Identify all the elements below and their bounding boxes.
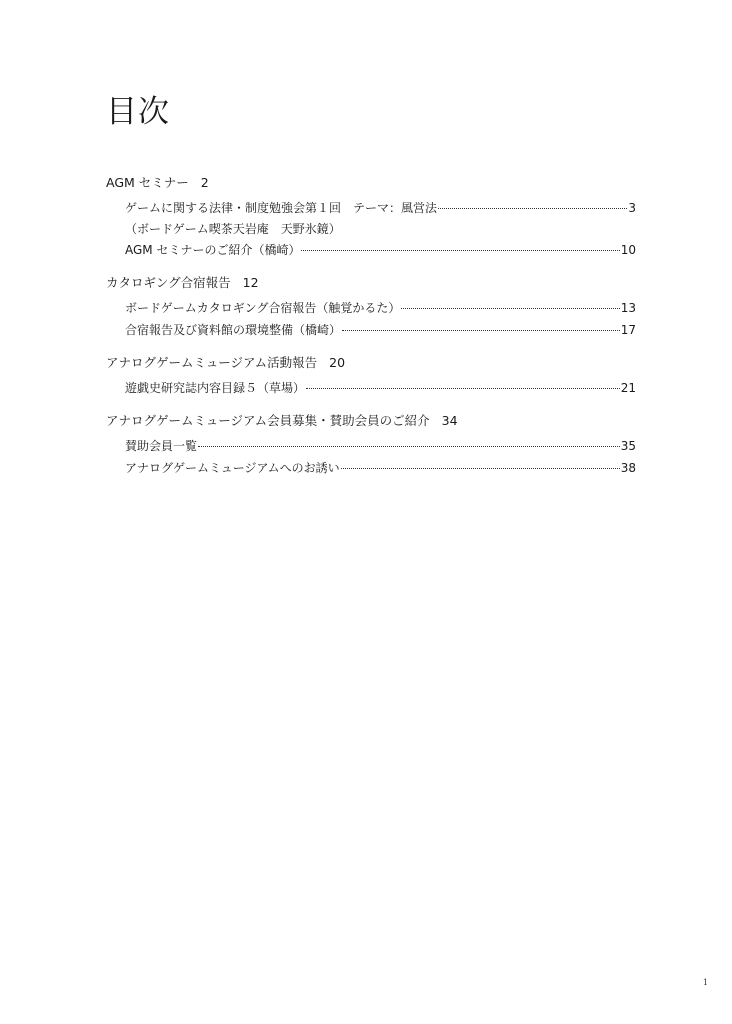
- entry-page-number: 13: [620, 301, 636, 315]
- toc-entry[interactable]: [106, 435, 636, 457]
- toc-section-cataloging-camp: [106, 274, 636, 341]
- section-entries: [106, 297, 636, 341]
- dot-leader: [401, 308, 619, 309]
- section-page-number: 12: [242, 275, 259, 290]
- entry-author-line: （ボードゲーム喫茶天岩庵 天野氷鏡）: [125, 222, 341, 236]
- dot-leader: [438, 208, 627, 209]
- entry-title: アナログゲームミュージアムへのお誘い: [125, 461, 340, 475]
- section-title: AGM セミナー: [106, 175, 189, 190]
- toc-entry[interactable]: [106, 197, 636, 219]
- entry-title: 遊戯史研究誌内容目録５（草場）: [125, 381, 306, 395]
- toc-entry[interactable]: [106, 319, 636, 341]
- section-title: アナログゲームミュージアム活動報告: [106, 355, 318, 370]
- entry-page-number: 21: [620, 381, 636, 395]
- dot-leader: [341, 468, 620, 469]
- entry-page-number: 3: [628, 201, 636, 215]
- table-of-contents: [106, 174, 636, 492]
- entry-title: ボードゲームカタロギング合宿報告（触覚かるた）: [125, 301, 401, 315]
- toc-section-membership: [106, 412, 636, 479]
- entry-title: AGM セミナーのご紹介（橋崎）: [125, 243, 301, 257]
- page-number-footer: 1: [702, 978, 708, 987]
- toc-entry[interactable]: [106, 457, 636, 479]
- section-heading[interactable]: [106, 412, 636, 429]
- entry-title: ゲームに関する法律・制度勉強会第１回 テーマ：風営法: [125, 201, 438, 215]
- dot-leader: [198, 446, 620, 447]
- section-entries: [106, 377, 636, 399]
- section-page-number: 2: [200, 175, 209, 190]
- entry-page-number: 17: [620, 323, 636, 337]
- dot-leader: [301, 250, 619, 251]
- entry-page-number: 38: [620, 461, 636, 475]
- entry-title: 合宿報告及び資料館の環境整備（橋崎）: [125, 323, 342, 337]
- toc-section-museum-activity: [106, 354, 636, 399]
- section-heading[interactable]: [106, 174, 636, 191]
- dot-leader: [342, 330, 620, 331]
- section-heading[interactable]: [106, 274, 636, 291]
- entry-page-number: 10: [620, 243, 636, 257]
- section-entries: [106, 197, 636, 261]
- entry-title: 賛助会員一覧: [125, 439, 198, 453]
- section-page-number: 20: [329, 355, 346, 370]
- section-title: カタロギング合宿報告: [106, 275, 231, 290]
- section-heading[interactable]: [106, 354, 636, 371]
- dot-leader: [306, 388, 620, 389]
- toc-section-agm-seminar: [106, 174, 636, 261]
- page-title: 目次: [106, 94, 170, 130]
- section-entries: [106, 435, 636, 479]
- entry-page-number: 35: [620, 439, 636, 453]
- toc-entry[interactable]: [106, 297, 636, 319]
- toc-entry[interactable]: [106, 239, 636, 261]
- toc-entry[interactable]: [106, 377, 636, 399]
- section-page-number: 34: [441, 413, 458, 428]
- section-title: アナログゲームミュージアム会員募集・賛助会員のご紹介: [106, 413, 430, 428]
